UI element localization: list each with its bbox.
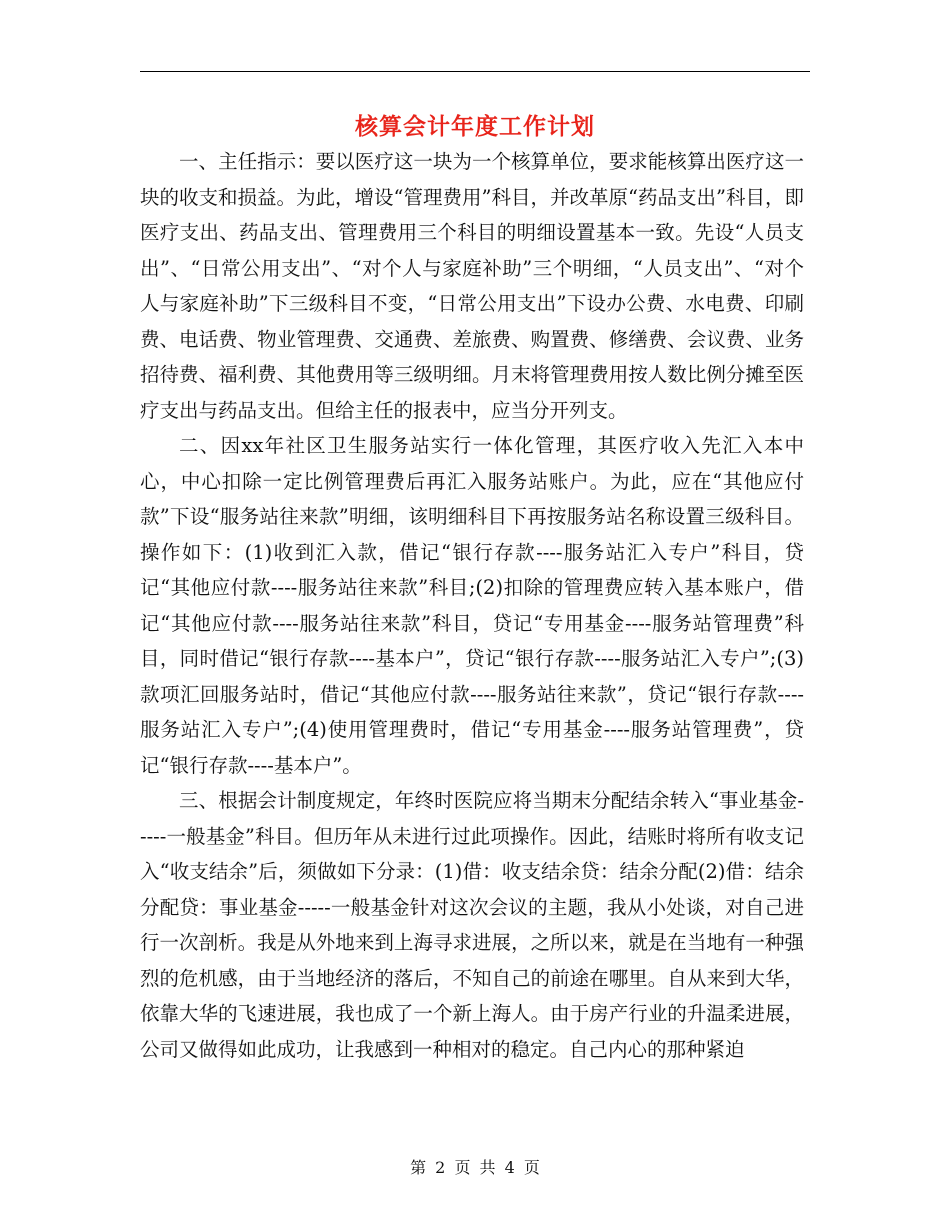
paragraph-1: 一、主任指示：要以医疗这一块为一个核算单位，要求能核算出医疗这一块的收支和损益。为此，增设“管理费用”科目，并改革原“药品支出”科目，即医疗支出、药品支出、管理费用三个科目的明细设置基本一致。先设“人员支出”、“日常公用支出”、“对个人与家庭补助”三个明细，“人员支出”、“对个人与家庭补助”下三级科目不变，“日常公用支出”下设办公费、水电费、印刷费、电话费、物业管理费、交通费、差旅费、购置费、修缮费、会议费、业务招待费、福利费、其他费用等三级明细。月末将管理费用按人数比例分摊至医疗支出与药品支出。但给主任的报表中，应当分开列支。 — [140, 150, 804, 422]
paragraph-2: 二、因xx年社区卫生服务站实行一体化管理，其医疗收入先汇入本中心，中心扣除一定比例管理费后再汇入服务站账户。为此，应在“其他应付款”下设“服务站往来款”明细，该明细科目下再按服务站名称设置三级科目。操作如下：(1)收到汇入款，借记“银行存款----服务站汇入专户”科目，贷记“其他应付款----服务站往来款”科目;(2)扣除的管理费应转入基本账户，借记“其他应付款----服务站往来款”科目，贷记“专用基金----服务站管理费”科目，同时借记“银行存款----基本户”，贷记“银行存款----服务站汇入专户”;(3)款项汇回服务站时，借记“其他应付款----服务站往来款”，贷记“银行存款----服务站汇入专户”;(4)使用管理费时，借记“专用基金----服务站管理费”，贷记“银行存款----基本户”。 — [140, 434, 804, 777]
header-rule — [140, 71, 810, 72]
paragraph-3: 三、根据会计制度规定，年终时医院应将当期末分配结余转入“事业基金-----一般基金”科目。但历年从未进行过此项操作。因此，结账时将所有收支记入“收支结余”后，须做如下分录：(1)借：收支结余贷：结余分配(2)借：结余分配贷：事业基金-----一般基金针对这次会议的主题，我从小处谈，对自己进行一次剖析。我是从外地来到上海寻求进展，之所以来，就是在当地有一种强烈的危机感，由于当地经济的落后，不知自己的前途在哪里。自从来到大华，依靠大华的飞速进展，我也成了一个新上海人。由于房产行业的升温柔进展，公司又做得如此成功，让我感到一种相对的稳定。自己内心的那种紧迫 — [140, 789, 804, 1061]
document-body — [140, 144, 804, 1067]
document-title: 核算会计年度工作计划 — [355, 113, 595, 140]
page-number: 第 2 页 共 4 页 — [410, 1158, 540, 1177]
